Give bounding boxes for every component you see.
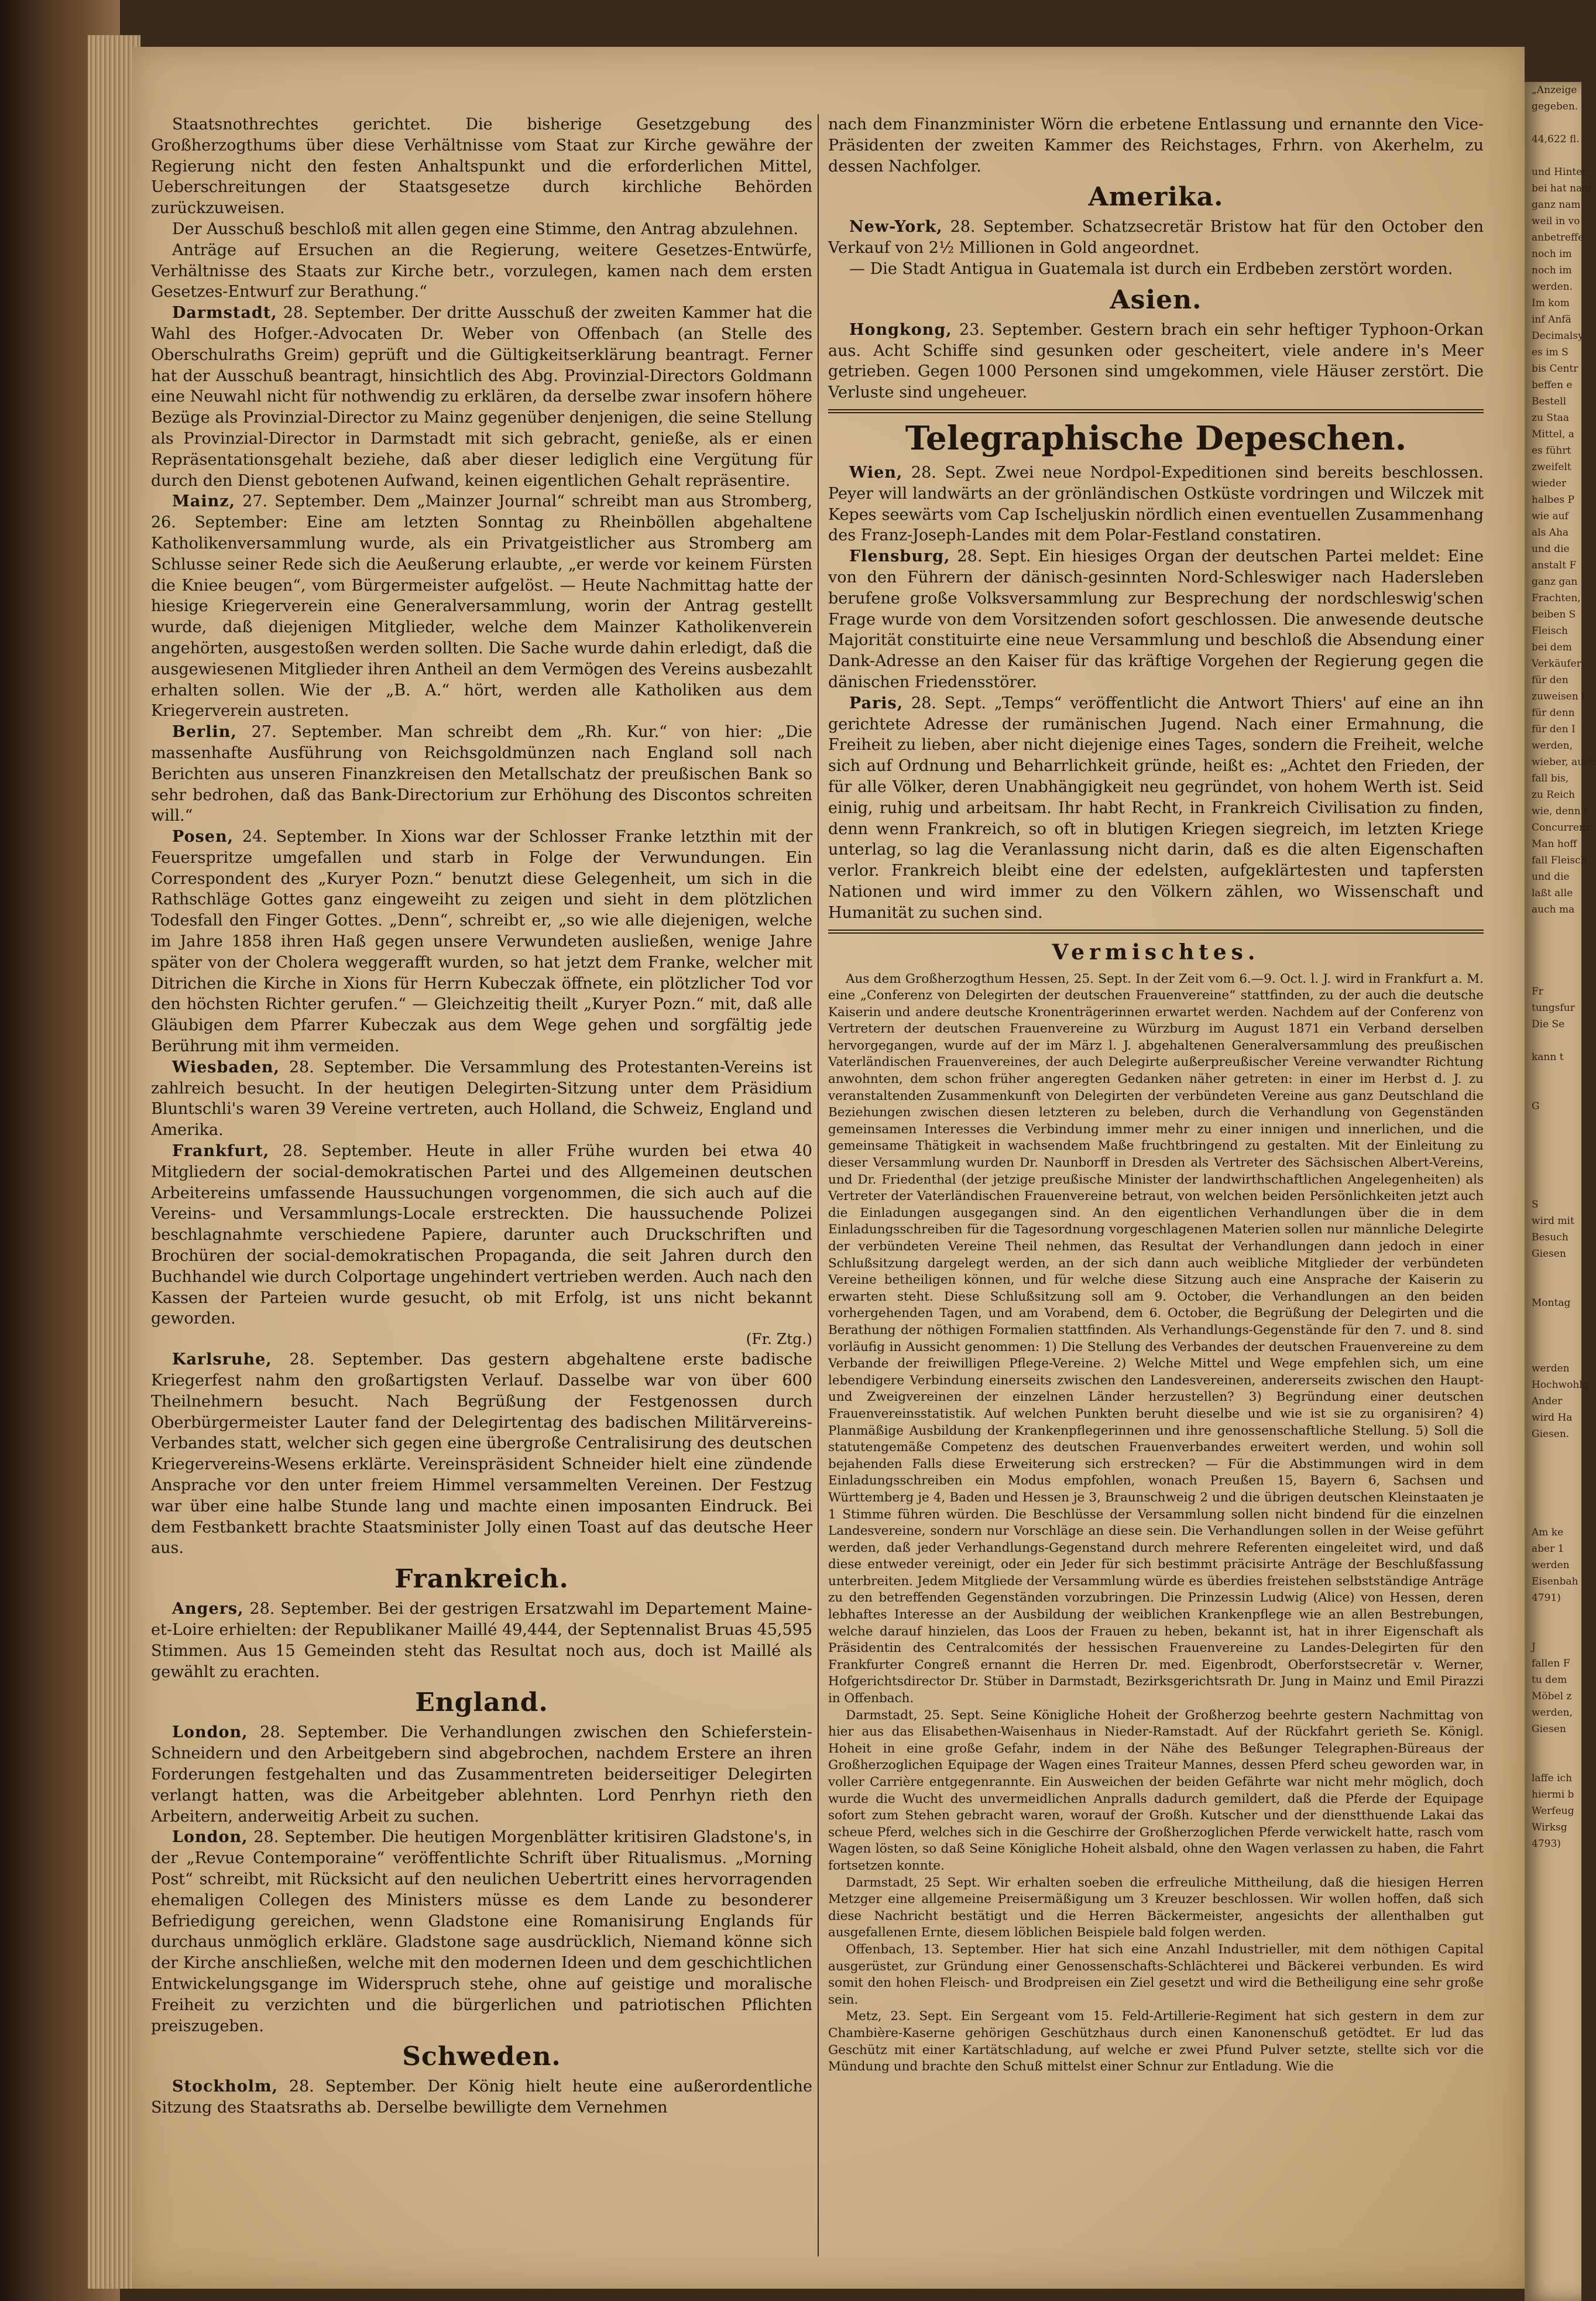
article-paragraph — [151, 1599, 812, 1682]
miscellany-paragraph — [828, 2008, 1484, 2075]
fragment-line: Wirksg — [1532, 1822, 1567, 1833]
fragment-line — [1525, 1328, 1581, 1344]
fragment-line: Montag — [1532, 1297, 1571, 1309]
fragment-line: fall bis, — [1532, 773, 1569, 784]
fragment-line — [1525, 1754, 1581, 1770]
paragraph-text: 28. September. Die heutigen Morgenblätter kritisiren Gladstone's, in der „Revue Contemporaine“ veröffentlichte Schrift über Ritualismus. „Morning Post“ schreibt, mit Rücksicht auf den neulichen Uebertritt eines hervorragenden ehemaligen Collegen des Ministers müsse es dem Lande zu besonderer Befriedigung gereichen, wenn Gladstone eine Romanisirung Englands für durchaus unmöglich erkläre. Gladstone sage ausdrücklich, Niemand könne sich der Kirche anschließen, welche mit den modernen Ideen und dem geschichtlichen Entwickelungsgange im Widerspruch stehe, ohne auf geistige und moralische Freiheit zu verzichten und die bürgerlichen und patriotischen Pflichten preiszugeben. — [151, 1828, 812, 2035]
fragment-line: zuweisen f — [1532, 691, 1585, 702]
fragment-line: ganz nam — [1532, 199, 1581, 211]
fragment-line: inf Anfä — [1532, 314, 1571, 325]
fragment-line: wird mit — [1532, 1215, 1574, 1227]
fragment-line: wie auf — [1532, 510, 1568, 522]
adjacent-page-fragment — [1525, 82, 1596, 2301]
right-column — [828, 114, 1484, 2076]
miscellany-paragraph — [828, 1875, 1484, 1942]
article-paragraph — [151, 1349, 812, 1559]
fragment-line: zu Staa — [1532, 412, 1570, 424]
fragment-line — [1525, 918, 1581, 934]
fragment-line: für den I — [1532, 723, 1576, 735]
fragment-line: auch ma — [1532, 904, 1575, 915]
paragraph-text: Staatsnothrechtes gerichtet. Die bisherige Gesetzgebung des Großherzogthums über diese Verhältnisse vom Staat zur Kirche gewähre der Regierung nicht den festen Anhaltspunkt und die erforderlichen Mittel, Ueberschreitungen der Staatsgesetze durch kirchliche Behörden zurückzuweisen. — [151, 115, 812, 218]
fragment-line: Giesen — [1532, 1248, 1566, 1260]
article-paragraph — [828, 217, 1484, 259]
paragraph-text: Darmstadt, 25 Sept. Wir erhalten soeben die erfreuliche Mittheilung, daß die hiesigen Herren Metzger eine allgemeine Preisermäßigung um 3 Kreuzer beschlossen. Wir wollen hoffen, daß sich diese Nachricht bestätigt und die Herren Bäckermeister, angesichts der allenthalben gut ausgefallenen Ernte, diesem löblichen Beispiele bald folgen werden. — [828, 1875, 1484, 1940]
paragraph-text: 23. September. Gestern brach ein sehr heftiger Typhoon-Orkan aus. Acht Schiffe sind gesunken oder gescheitert, viele andere in's Meer getrieben. Gegen 1000 Personen sind umgekommen, viele Häuser zerstört. Die Verluste sind ungeheuer. — [828, 320, 1484, 402]
fragment-line: Fr — [1532, 986, 1543, 997]
article-paragraph — [151, 1722, 812, 1827]
dateline-place: Berlin, — [172, 723, 237, 742]
fragment-line — [1525, 1278, 1581, 1295]
fragment-line: für denn — [1532, 707, 1575, 719]
fragment-line: werden — [1532, 1363, 1570, 1374]
fragment-line: wie, denn f — [1532, 805, 1588, 817]
dateline-place: Paris, — [849, 694, 904, 712]
miscellany-heading: Vermischtes. — [1052, 939, 1260, 965]
fragment-line — [1525, 1033, 1581, 1049]
fragment-line: noch im — [1532, 248, 1572, 260]
fragment-line — [1525, 934, 1581, 951]
fragment-line: bei dem — [1532, 642, 1572, 653]
paragraph-text: — Die Stadt Antigua in Guatemala ist durch ein Erdbeben zerstört worden. — [849, 259, 1453, 278]
fragment-line — [1525, 1491, 1581, 1508]
fragment-line: werden. — [1532, 281, 1573, 293]
fragment-line: und die — [1532, 871, 1570, 883]
article-paragraph — [828, 114, 1484, 177]
fragment-line: fall Fleisch — [1532, 855, 1587, 866]
article-paragraph — [828, 320, 1484, 403]
paragraph-text: 28. September. Bei der gestrigen Ersatzwahl im Departement Maine-et-Loire erhielten: der Republikaner Maillé 49,444, der Septennalist Bruas 45,595 Stimmen. Aus 15 Gemeinden steht das Resultat noch aus, doch ist Maillé als gewählt zu erachten. — [151, 1600, 812, 1681]
fragment-line: Besuch — [1532, 1232, 1568, 1243]
fragment-line: als Aha — [1532, 527, 1569, 539]
fragment-line: zu Reich — [1532, 789, 1576, 801]
dateline-place: Mainz, — [172, 492, 236, 511]
fragment-line: Frachten, — [1532, 592, 1581, 604]
dateline-place: Wien, — [849, 463, 903, 482]
fragment-line — [1525, 1082, 1581, 1098]
paragraph-text: 28. September. Die Verhandlungen zwischen den Schieferstein-Schneidern und den Arbeitgebern sind abgebrochen, nachdem Erstere an ihren Forderungen festgehalten und das Zusammentreten beiderseitiger Delegirten verlangt hatten, was die Arbeitgeber ablehnten. Lord Penrhyn rieth den Arbeitern, anderweitig Arbeit zu suchen. — [151, 1723, 812, 1826]
paragraph-text: 28. September. Das gestern abgehaltene erste badische Kriegerfest nahm den großartigsten Verlauf. Dasselbe war von über 600 Theilnehmern besucht. Nach Begrüßung der Festgenossen durch Oberbürgermeister Lauter fand der Delegirtentag des badischen Militärvereins-Verbandes statt, welcher sich gegen eine übergroße Centralisirung des deutschen Kriegervereins-Wesens erklärte. Vereinspräsident Schneider hielt eine zündende Ansprache vor den unter freiem Himmel versammelten Vereinen. Der Festzug war über eine halbe Stunde lang und machte einen imposanten Eindruck. Bei dem Festbankett brachte Staatsminister Jolly einen Toast auf das deutsche Heer aus. — [151, 1350, 812, 1558]
fragment-line — [1525, 1262, 1581, 1278]
fragment-line: für den — [1532, 674, 1568, 686]
fragment-line: Decimalsy — [1532, 330, 1584, 342]
fragment-line: Werfeug — [1532, 1805, 1574, 1817]
dateline-place: Hongkong, — [849, 320, 952, 339]
fragment-line: hiermi b — [1532, 1789, 1574, 1801]
fragment-line: Möbel z — [1532, 1690, 1572, 1702]
fragment-line: laßt alle — [1532, 887, 1573, 899]
article-paragraph — [151, 219, 812, 240]
fragment-line: beiben S — [1532, 609, 1576, 620]
section-heading: Frankreich. — [394, 1564, 569, 1594]
section-heading: Asien. — [1110, 284, 1202, 315]
dateline-place: Wiesbaden, — [172, 1058, 280, 1076]
section-rule — [828, 930, 1484, 934]
source-credit: (Fr. Ztg.) — [746, 1330, 812, 1348]
article-paragraph — [828, 693, 1484, 924]
paragraph-text: Aus dem Großherzogthum Hessen, 25. Sept. In der Zeit vom 6.—9. Oct. l. J. wird in Frankfurt a. M. eine „Conferenz von Delegirten der deutschen Frauenvereine“ stattfinden, zu der auch die deutsche Kaiserin und andere deutsche Kronenträgerinnen erwartet werden. Nachdem auf der Conferenz von Vertretern der deutschen Frauenvereine zu Würzburg im August 1871 ein Verband derselben hervorgegangen, wurde auf der im März l. J. abgehaltenen Generalversammlung des preußischen Vaterländischen Frauenvereines, der auch Delegirte außerpreußischer Vereine verwandter Richtung anwohnten, dem schon früher angeregten Gedanken näher getreten: in einer im Herbst d. J. zu veranstaltenden Zusammenkunft von Delegirten der verbündeten Vereine aus ganz Deutschland die Beziehungen zwischen diesen letzteren zu beleben, durch die Verhandlung von Gegenständen gemeinsamen Interesses die Verbindung immer mehr zu einer innigen und innerlichen, und die gemeinsame Thätigkeit in wachsendem Maße fruchtbringend zu gestalten. Mit der Einleitung zu dieser Versammlung wurden Dr. Naunborff in Dresden als Vertreter des Sächsischen Albert-Vereins, und Dr. Friedenthal (der jetzige preußische Minister der landwirthschaftlichen Angelegenheiten) als Vertreter der Vaterländischen Frauenvereine betraut, von welchen beiden Persönlichkeiten jetzt auch die Einladungen ausgegangen sind. An den eigentlichen Verhandlungen über die in dem Einladungsschreiben für die Tagesordnung vorgeschlagenen Materien sollen nur männliche Delegirte der verbündeten Vereine Theil nehmen, das Resultat der Verhandlungen dann jedoch in einer Schlußsitzung dargelegt werden, an der sich dann auch weibliche Mitglieder der verbündeten Vereine betheiligen können, und für welche diese Sitzung auch eine Ansprache der Kaiserin zu erwarten steht. Diese Schlußsitzung soll am 9. October, die Verhandlungen an den beiden vorhergehenden Tagen, und am Vorabend, dem 6. October, die Begrüßung der Delegirten und die Berathung der nöthigen Formalien stattfinden. Als Verhandlungs-Gegenstände für den 7. und 8. sind vorläufig in Aussicht genommen: 1) Die Stellung des Verbandes der deutschen Frauenvereine zu dem Verbande der freiwilligen Pflege-Vereine. 2) Welche Mittel und Wege empfehlen sich, um eine lebendigere Verbindung einerseits zwischen den Landesvereinen, andererseits zwischen den Haupt- und Zweigvereinen der einzelnen Länder herzustellen? 3) Begründung einer deutschen Frauenvereinsstatistik. Auf welchen Punkten beruht dieselbe und wie ist sie zu organisiren? 4) Planmäßige Ausbildung der Krankenpflegerinnen und ihre genossenschaftliche Stellung. 5) Soll die statutengemäße Competenz des deutschen Frauenverbandes erweitert werden, und wohin soll bejahenden Falls diese Erweiterung sich erstrecken? — Für die Abstimmungen wird in dem Einladungsschreiben ein Modus empfohlen, wonach Preußen 15, Bayern 6, Sachsen und Württemberg je 4, Baden und Hessen je 3, Braunschweig 2 und die übrigen deutschen Kleinstaaten je 1 Stimme führen würden. Die Beschlüsse der Versammlung sollen nicht bindend für die einzelnen Landesvereine, sondern nur Vorschläge an diese sein. Die Verhandlungen sollen in der Weise geführt werden, daß jeder Verhandlungs-Gegenstand durch mehrere Referenten eingeleitet wird, und daß diese entweder vereinigt, oder ein Jeder für sich bestimmt präcisirte Anträge der Beschlußfassung unterbreiten. Jedem Mitgliede der Versammlung würde es überdies freistehen selbstständige Anträge zu den betreffenden Gegenständen vorzubringen. Die Prinzessin Ludwig (Alice) von Hessen, deren lebhaftes Interesse an der Ausbildung der weiblichen Krankenpflege wie an allen Bestrebungen, welche darauf hinzielen, das Loos der Frauen zu heben, bekannt ist, hat in ihrer Eigenschaft als Präsidentin des Centralcomités der hessischen Frauenvereine zu Landes-Delegirten für den Frankfurter Congreß ernannt die Herren Dr. med. Eigenbrodt, Oberforstsecretär v. Werner, Hofgerichtsdirector Dr. Stüber in Darmstadt, Bezirksgerichtsrath Dr. Jung in Mainz und Emil Pirazzi in Offenbach. — [828, 971, 1484, 1706]
dateline-place: Darmstadt, — [172, 304, 277, 323]
fragment-line: und Hinter — [1532, 166, 1587, 178]
fragment-line: werden, — [1532, 1707, 1573, 1719]
paragraph-text: 24. September. In Xions war der Schlosser Franke letzthin mit der Feuerspritze umgefallen und starb in Folge der Verwundungen. Ein Correspondent des „Kuryer Pozn.“ benutzt diese Gelegenheit, um sich in die Rathschläge Gottes ganz eingeweiht zu zeigen und sieht in dem plötzlichen Todesfall den Finger Gottes. „Denn“, schreibt er, „so wie alle diejenigen, welche im Jahre 1858 ihren Haß gegen unsere Verwundeten ausließen, wenige Jahre später von der Cholera weggerafft wurden, so hat jetzt dem Franke, welcher mit Ditrichen die Kirche in Xions für Herrn Kubeczak öffnete, ein plötzlicher Tod vor den höchsten Richter gerufen.“ — Gleichzeitig theilt „Kuryer Pozn.“ mit, daß alle Gläubigen dem Pfarrer Kubeczak aus dem Wege gehen und sorgfältig jede Berührung mit ihm vermeiden. — [151, 828, 812, 1056]
fragment-line: weil in vo — [1532, 215, 1580, 227]
fragment-line: Verkäufer — [1532, 658, 1581, 670]
fragment-line: ganz gan — [1532, 576, 1578, 588]
paragraph-text: Metz, 23. Sept. Ein Sergeant vom 15. Feld-Artillerie-Regiment hat sich gestern in dem zur Chambière-Kaserne gehörigen Geschützhaus durch einen Kanonenschuß getödtet. Er lud das Geschütz mit einer Kartätschladung, auf welche er zwei Pfund Pulver setzte, stellte sich vor die Mündung und brachte den Schuß mittelst einer Schnur zur Entladung. Wie die — [828, 2009, 1484, 2074]
fragment-line: bei hat nam — [1532, 183, 1592, 194]
fragment-line — [1525, 967, 1581, 983]
fragment-line: Giesen. — [1532, 1428, 1570, 1440]
article-paragraph — [151, 722, 812, 827]
fragment-line: anbetreffe — [1532, 232, 1584, 244]
fragment-line — [1525, 1147, 1581, 1164]
paragraph-text: Darmstadt, 25. Sept. Seine Königliche Hoheit der Großherzog beehrte gestern Nachmittag von hier aus das Elisabethen-Waisenhaus in Nieder-Ramstadt. Auf der Rückfahrt gerieth Se. Königl. Hoheit in eine große Gefahr, indem in der Nähe des Beßunger Telegraphen-Büreaus der Großherzoglichen Equipage der Wagen eines Traiteur Mannes, dessen Pferd scheu geworden war, in voller Carrière entgegenrannte. Ein Ausweichen der beiden Gefährte war nicht mehr möglich, doch wurde die Wucht des unvermeidlichen Anpralls dadurch gemildert, daß die Pferde der Equipage sofort zum Stehen gebracht waren, worauf der Großh. Kutscher und der dienstthuende Lakai das scheue Pferd, welches sich in die Geschirre der Großherzoglichen Pferde verwickelt hatte, rasch vom Wagen lösten, so daß Seine Königliche Hoheit alsbald, ohne den Wagen verlassen zu haben, die Fahrt fortsetzen konnte. — [828, 1707, 1484, 1873]
dateline-place: New-York, — [849, 218, 943, 236]
fragment-line — [1525, 1065, 1581, 1082]
article-paragraph — [151, 1827, 812, 2036]
section-heading: Schweden. — [402, 2042, 561, 2072]
article-paragraph — [151, 1141, 812, 1329]
fragment-line: Concurrenz — [1532, 822, 1591, 834]
article-paragraph — [151, 491, 812, 722]
fragment-line — [1525, 1459, 1581, 1475]
paragraph-text: 27. September. Man schreibt dem „Rh. Kur.“ von hier: „Die massenhafte Ausführung von Reichsgoldmünzen nach England soll nach Berichten aus unseren Finanzkreisen den Metallschatz der preußischen Bank so sehr bedrohen, daß das Bank-Directorium zur Erhöhung des Discontos schreiten will.“ — [151, 723, 812, 825]
fragment-line — [1525, 1623, 1581, 1639]
dateline-place: London, — [172, 1828, 248, 1847]
fragment-line: fallen F — [1532, 1658, 1570, 1669]
paragraph-text: Anträge auf Ersuchen an die Regierung, weitere Gesetzes-Entwürfe, Verhältnisse des Staats zur Kirche betr., vorzulegen, kamen nach dem ersten Gesetzes-Entwurf zur Berathung.“ — [151, 241, 812, 301]
fragment-line: werden — [1532, 1559, 1570, 1571]
paragraph-text: 28. September. Der König hielt heute eine außerordentliche Sitzung des Staatsraths ab. Derselbe bewilligte dem Vernehmen — [151, 2077, 812, 2117]
fragment-line: Giesen — [1532, 1723, 1566, 1735]
fragment-line: Bestell — [1532, 396, 1567, 407]
paragraph-text: Der Ausschuß beschloß mit allen gegen eine Stimme, den Antrag abzulehnen. — [172, 220, 798, 238]
fragment-line: Mittel, a — [1532, 428, 1574, 440]
fragment-line: Im kom — [1532, 297, 1570, 309]
fragment-line: Am ke — [1532, 1527, 1564, 1538]
dateline-place: Flensburg, — [849, 547, 950, 566]
fragment-line: beffen e — [1532, 379, 1573, 391]
miscellany-paragraph — [828, 1942, 1484, 2008]
fragment-line: es führt — [1532, 445, 1571, 457]
article-paragraph — [151, 2076, 812, 2118]
fragment-line: tungsfur — [1532, 1002, 1575, 1014]
fragment-line — [1525, 1180, 1581, 1196]
fragment-line: Hochwohlg — [1532, 1379, 1589, 1391]
section-rule — [828, 409, 1484, 413]
fragment-line — [1525, 1508, 1581, 1524]
dateline-place: Frankfurt, — [172, 1142, 270, 1161]
fragment-line: G — [1532, 1100, 1540, 1112]
fragment-line: Man hoff — [1532, 838, 1577, 850]
fragment-line: Eisenbah — [1532, 1576, 1578, 1587]
fragment-line: zweifelt — [1532, 461, 1571, 473]
miscellany-paragraph — [828, 971, 1484, 1707]
article-paragraph — [151, 827, 812, 1057]
fragment-line: bis Centr — [1532, 363, 1578, 375]
fragment-line: kann t — [1532, 1051, 1564, 1063]
paragraph-text: nach dem Finanzminister Wörn die erbetene Entlassung und ernannte den Vice-Präsidenten der zweiten Kammer des Reichstages, Frhrn. von Akerhelm, zu dessen Nachfolger. — [828, 115, 1484, 176]
article-paragraph — [828, 259, 1484, 280]
fragment-line — [1525, 1475, 1581, 1491]
fragment-line — [1525, 115, 1581, 131]
dateline-place: Karlsruhe, — [172, 1350, 272, 1369]
column-divider — [818, 114, 819, 2257]
fragment-line — [1525, 1164, 1581, 1180]
paragraph-text: 27. September. Dem „Mainzer Journal“ schreibt man aus Stromberg, 26. September: Eine am letzten Sonntag zu Rheinböllen abgehaltene Katholikenversammlung wurde, als ein Privatgeistlicher aus Stromberg am Schlusse seiner Rede sich die Aeußerung erlaubte, „er werde vor keinem Fürsten die Kniee beugen“, vom Bürgermeister aufgelöst. — Heute Nachmittag hatte der hiesige Kriegerverein eine Generalversammlung, worin der Antrag gestellt wurde, daß diejenigen Mitglieder, welche dem Mainzer Katholikenverein angehörten, ausgestoßen werden sollten. Die Sache wurde dahin erledigt, daß die ausgewiesenen Mitglieder ihren Antheil an dem Vermögen des Vereins ausbezahlt erhalten sollen. Wie der „B. A.“ hört, werden alle Katholiken aus dem Kriegerverein austreten. — [151, 492, 812, 721]
paragraph-text: 28. September. Der dritte Ausschuß der zweiten Kammer hat die Wahl des Hofger.-Advocaten Dr. Weber von Offenbach (an Stelle des Oberschulraths Greim) geprüft und die Gültigkeitserklärung beantragt. Ferner hat der Ausschuß beantragt, hinsichtlich des Abg. Provinzial-Directors Goldmann eine Neuwahl nicht für nothwendig zu erklären, da derselbe zwar insofern höhere Bezüge als Provinzial-Director zu Mainz gegenüber denjenigen, die seine Stellung als Provinzial-Director in Darmstadt mit sich gebracht, genieße, als er einen Repräsentationsgehalt beziehe, daß aber dieser lediglich eine Vergütung für durch den Dienst gebotenen Aufwand, keinen eigentlichen Gehalt repräsentire. — [151, 304, 812, 490]
fragment-line: halbes P — [1532, 494, 1575, 506]
fragment-line: noch im — [1532, 265, 1572, 276]
fragment-line: J — [1532, 1641, 1536, 1653]
fragment-line: 4791) — [1532, 1592, 1561, 1604]
fragment-line: anstalt F — [1532, 560, 1577, 571]
fragment-line: 44,622 fl. — [1532, 133, 1580, 145]
article-paragraph — [151, 240, 812, 303]
fragment-line: Die Se — [1532, 1019, 1565, 1030]
fragment-line — [1525, 148, 1581, 164]
section-heading: Amerika. — [1088, 182, 1224, 212]
paragraph-text: Offenbach, 13. September. Hier hat sich eine Anzahl Industrieller, mit dem nöthigen Capital ausgerüstet, zur Gründung einer Genossenschafts-Schlächterei und Bäckerei verbunden. Es wird somit den hohen Fleisch- und Brodpreisen ein Ziel gesetzt und wird die Betheiligung eine sehr große sein. — [828, 1942, 1484, 2007]
fragment-line: Fleisch — [1532, 625, 1568, 637]
article-paragraph — [828, 462, 1484, 546]
left-column — [151, 114, 812, 2118]
article-paragraph — [828, 546, 1484, 693]
fragment-line: gegeben. — [1532, 101, 1578, 112]
article-paragraph — [151, 1057, 812, 1141]
fragment-line: aber 1 — [1532, 1543, 1564, 1555]
fragment-line: Ander — [1532, 1395, 1563, 1407]
fragment-line: wieder — [1532, 478, 1567, 489]
telegrams-heading: Telegraphische Depeschen. — [905, 419, 1407, 458]
paragraph-text: 28. Sept. „Temps“ veröffentlicht die Antwort Thiers' auf eine an ihn gerichtete Adresse der rumänischen Jugend. Nach einer Ermahnung, die Freiheit zu lieben, aber nicht diejenige eines Tages, sondern die Freiheit, welche sich auf Ordnung und Beharrlichkeit gründe, heißt es: „Achtet den Frieden, der für alle Völker, deren Unabhängigkeit neu gegründet, von hohem Werth ist. Seid einig, ruhig und arbeitsam. Ihr habt Recht, in Frankreich Civilisation zu finden, denn wenn Frankreich, so oft in blutigen Kriegen siegreich, im letzten Kriege unterlag, so lag die Veranlassung nicht darin, daß es die alten Eigenschaften verlor. Frankreich bleibt eine der edelsten, aufgeklärtesten und tapfersten Nationen und wird immer zu den Völkern zählen, wo Wissenschaft und Humanität zu suchen sind. — [828, 694, 1484, 922]
fragment-line: „Anzeige — [1532, 84, 1577, 96]
fragment-line — [1525, 951, 1581, 967]
fragment-line — [1525, 1737, 1581, 1754]
paragraph-text: 28. September. Heute in aller Frühe wurden bei etwa 40 Mitgliedern der social-demokratischen Partei und des Allgemeinen deutschen Arbeitereins umfassende Haussuchungen vorgenommen, die sich auch auf die Vereins- und Versammlungs-Locale erstreckten. Die haussuchende Polizei beschlagnahmte verschiedene Papiere, darunter auch Druckschriften und Brochüren der social-demokratischen Propaganda, die seit Jahren durch den Buchhandel wie durch Colportage ungehindert vertrieben werden. Auch nach den Kassen der Parteien wurde gesucht, ob mit Erfolg, ist uns nicht bekannt geworden. — [151, 1142, 812, 1328]
dateline-place: Posen, — [172, 828, 234, 846]
article-paragraph — [151, 303, 812, 491]
article-paragraph — [151, 114, 812, 219]
fragment-line: werden, — [1532, 740, 1573, 752]
fragment-line: wird Ha — [1532, 1412, 1573, 1424]
paragraph-text: 28. September. Schatzsecretär Bristow hat für den October den Verkauf von 2½ Millionen in Gold angeordnet. — [828, 218, 1484, 258]
dateline-place: London, — [172, 1723, 248, 1742]
fragment-line: es im S — [1532, 347, 1568, 358]
fragment-line: und die — [1532, 543, 1570, 555]
dateline-place: Angers, — [172, 1600, 244, 1618]
section-heading: England. — [415, 1688, 548, 1718]
paragraph-text: 28. Sept. Zwei neue Nordpol-Expeditionen sind bereits beschlossen. Peyer will landwärts an der grönländischen Ostküste vordringen und Wilczek mit Kepes seewärts vom Cap Ischeljuskin nördlich einen eventuellen Zusammenhang des Franz-Joseph-Landes mit dem Polar-Festland constatiren. — [828, 463, 1484, 545]
fragment-line — [1525, 1311, 1581, 1328]
fragment-line: laffe ich — [1532, 1772, 1573, 1784]
fragment-line: S — [1532, 1199, 1539, 1210]
fragment-line — [1525, 1115, 1581, 1131]
fragment-line — [1525, 1606, 1581, 1623]
paragraph-text: 28. September. Die Versammlung des Protestanten-Vereins ist zahlreich besucht. In der heutigen Delegirten-Sitzung unter dem Präsidium Bluntschli's waren 39 Vereine vertreten, auch Holland, die Schweiz, England und Amerika. — [151, 1058, 812, 1140]
fragment-line: wieber, auch — [1532, 756, 1596, 768]
miscellany-paragraph — [828, 1707, 1484, 1875]
fragment-line — [1525, 1131, 1581, 1147]
fragment-line — [1525, 1442, 1581, 1459]
fragment-line: 4793) — [1532, 1838, 1561, 1850]
fragment-line: tu dem — [1532, 1674, 1567, 1686]
dateline-place: Stockholm, — [172, 2077, 278, 2096]
fragment-line — [1525, 1344, 1581, 1360]
paragraph-text: 28. Sept. Ein hiesiges Organ der deutschen Partei meldet: Eine von den Führern der dänisch-gesinnten Nord-Schleswiger nach Hadersleben berufene große Volksversammlung zur Besprechung der nordschleswig'schen Frage wurde von dem Vorsitzenden sofort geschlossen. Die anwesende deutsche Majorität constituirte eine neue Versammlung und beschloß die Absendung einer Dank-Adresse an den Kaiser für das kräftige Vorgehen der Regierung gegen die dänischen Friedensstörer. — [828, 547, 1484, 691]
